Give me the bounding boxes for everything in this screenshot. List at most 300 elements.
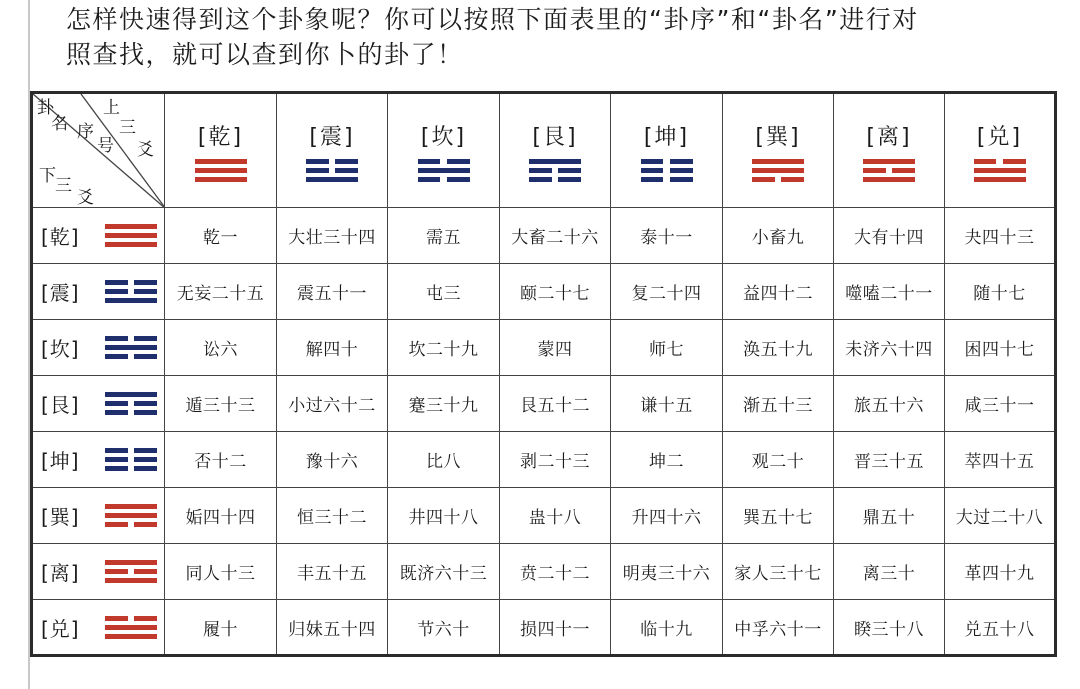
yang-line <box>105 504 157 509</box>
yin-line <box>529 177 581 182</box>
column-header <box>165 93 277 208</box>
row-header <box>32 544 165 600</box>
hexagram-name-number: 升四十六 <box>631 508 702 528</box>
hexagram-name-number: 夬四十三 <box>964 228 1035 248</box>
line-segment <box>195 177 247 182</box>
yin-line <box>105 354 157 359</box>
line-segment <box>752 177 775 182</box>
yang-line <box>105 224 157 229</box>
hexagram-cell <box>500 432 611 488</box>
intro-line-1: 怎样快速得到这个卦象呢？你可以按照下面表里的“卦序”和“卦名”进行对 <box>66 5 919 34</box>
corner-xia-san: 三 <box>55 176 72 196</box>
hexagram-name-number: 明夷三十六 <box>622 564 711 584</box>
line-segment <box>641 168 664 173</box>
table-row <box>32 320 1056 376</box>
hexagram-name-number: 旅五十六 <box>854 396 924 416</box>
line-segment <box>306 159 329 164</box>
yang-line <box>863 177 915 182</box>
column-trigram-name: [坤] <box>643 124 690 150</box>
line-segment <box>558 177 581 182</box>
hexagram-cell <box>165 488 277 544</box>
yin-line <box>529 168 581 173</box>
yang-line <box>105 392 157 397</box>
hexagram-cell <box>723 264 834 320</box>
corner-xia-yao: 爻 <box>77 188 94 208</box>
hexagram-cell <box>165 320 277 376</box>
yang-line <box>529 159 581 164</box>
row-trigram-name: [艮] <box>41 393 80 417</box>
corner-hao: 号 <box>97 136 114 156</box>
table-row <box>32 600 1056 656</box>
column-header <box>611 93 723 208</box>
hexagram-cell <box>277 432 388 488</box>
line-segment <box>105 280 128 285</box>
line-segment <box>134 280 157 285</box>
table-row <box>32 208 1056 264</box>
hexagram-cell <box>611 320 723 376</box>
yin-line <box>105 336 157 341</box>
hexagram-name-number: 震五十一 <box>297 284 367 304</box>
hexagram-cell <box>945 544 1056 600</box>
trigram-icon <box>863 159 915 182</box>
hexagram-cell <box>500 544 611 600</box>
hexagram-cell <box>611 208 723 264</box>
hexagram-cell <box>165 432 277 488</box>
hexagram-cell <box>388 208 500 264</box>
row-trigram-name: [巽] <box>41 505 80 529</box>
hexagram-cell <box>500 320 611 376</box>
yin-line <box>641 168 693 173</box>
hexagram-name-number: 剥二十三 <box>520 452 590 472</box>
table-row <box>32 376 1056 432</box>
yang-line <box>105 625 157 630</box>
hexagram-name-number: 离三十 <box>862 564 916 584</box>
hexagram-name-number: 鼎五十 <box>862 508 916 528</box>
row-header <box>32 488 165 544</box>
column-header <box>500 93 611 208</box>
yang-line <box>752 168 804 173</box>
line-segment <box>641 177 664 182</box>
hexagram-cell <box>945 432 1056 488</box>
line-segment <box>105 336 128 341</box>
line-segment <box>418 159 441 164</box>
hexagram-name-number: 谦十五 <box>640 396 693 416</box>
yin-line <box>105 410 157 415</box>
yin-line <box>105 569 157 574</box>
hexagram-name-number: 节六十 <box>417 619 470 640</box>
hexagram-name-number: 同人十三 <box>185 564 256 584</box>
intro-text <box>66 2 1056 72</box>
line-segment <box>105 504 157 509</box>
hexagram-cell <box>723 320 834 376</box>
line-segment <box>105 289 128 294</box>
trigram-icon <box>105 224 157 247</box>
line-segment <box>105 298 157 303</box>
column-trigram-name: [乾] <box>197 124 244 150</box>
line-segment <box>134 616 157 621</box>
line-segment <box>105 410 128 415</box>
line-segment <box>134 457 157 462</box>
hexagram-cell <box>834 488 945 544</box>
hexagram-name-number: 坤二 <box>649 452 684 472</box>
line-segment <box>529 168 552 173</box>
row-header <box>32 264 165 320</box>
hexagram-name-number: 家人三十七 <box>734 564 822 584</box>
hexagram-cell <box>500 376 611 432</box>
hexagram-cell <box>834 432 945 488</box>
line-segment <box>670 168 693 173</box>
hexagram-name-number: 涣五十九 <box>743 340 813 360</box>
hexagram-name-number: 未济六十四 <box>845 340 933 360</box>
row-trigram-name: [震] <box>41 281 80 305</box>
row-trigram-name: [兑] <box>41 616 80 641</box>
row-header <box>32 320 165 376</box>
hexagram-cell <box>945 264 1056 320</box>
hexagram-cell <box>388 432 500 488</box>
column-trigram-name: [艮] <box>532 124 578 150</box>
hexagram-name-number: 归妹五十四 <box>288 619 376 640</box>
yang-line <box>195 159 247 164</box>
row-trigram-name: [坤] <box>41 449 80 473</box>
hexagram-name-number: 遁三十三 <box>185 396 256 416</box>
hexagram-cell <box>500 488 611 544</box>
line-segment <box>418 168 470 173</box>
hexagram-cell <box>277 376 388 432</box>
yin-line <box>863 168 915 173</box>
hexagram-name-number: 观二十 <box>751 452 805 472</box>
header-row <box>32 93 1056 208</box>
hexagram-name-number: 蒙四 <box>537 340 573 360</box>
hexagram-name-number: 既济六十三 <box>399 564 488 584</box>
hexagram-cell <box>611 600 723 656</box>
hexagram-name-number: 大畜二十六 <box>511 228 599 248</box>
line-segment <box>105 242 157 247</box>
hexagram-name-number: 履十 <box>203 619 238 640</box>
line-segment <box>529 177 552 182</box>
line-segment <box>105 634 157 639</box>
hexagram-cell <box>834 320 945 376</box>
yang-line <box>752 159 804 164</box>
yang-line <box>105 578 157 583</box>
hexagram-cell <box>500 600 611 656</box>
yin-line <box>306 159 358 164</box>
line-segment <box>335 168 358 173</box>
hexagram-name-number: 需五 <box>426 228 461 248</box>
trigram-icon <box>105 560 157 583</box>
line-segment <box>134 336 157 341</box>
line-segment <box>974 168 1026 173</box>
corner-shang: 上 <box>103 98 120 118</box>
trigram-icon <box>105 392 157 415</box>
column-header <box>945 93 1056 208</box>
hexagram-name-number: 讼六 <box>203 340 238 360</box>
line-segment <box>974 177 1026 182</box>
yang-line <box>974 168 1026 173</box>
hexagram-name-number: 困四十七 <box>964 340 1035 360</box>
hexagram-name-number: 睽三十八 <box>854 619 924 640</box>
column-header <box>277 93 388 208</box>
hexagram-name-number: 小过六十二 <box>288 396 376 416</box>
yin-line <box>418 159 470 164</box>
line-segment <box>418 177 441 182</box>
row-trigram-name: [乾] <box>41 225 80 249</box>
line-segment <box>134 401 157 406</box>
row-trigram-name: [坎] <box>41 337 80 361</box>
yin-line <box>105 448 157 453</box>
trigram-icon <box>105 504 157 527</box>
table-row <box>32 432 1056 488</box>
hexagram-cell <box>945 600 1056 656</box>
hexagram-name-number: 革四十九 <box>964 564 1035 584</box>
trigram-icon <box>105 616 157 639</box>
hexagram-cell <box>165 208 277 264</box>
hexagram-cell <box>611 376 723 432</box>
column-trigram-name: [离] <box>866 124 912 150</box>
yin-line <box>418 177 470 182</box>
hexagram-cell <box>945 488 1056 544</box>
column-header <box>834 93 945 208</box>
hexagram-name-number: 蹇三十九 <box>408 396 479 416</box>
trigram-icon <box>641 159 693 182</box>
column-trigram-name: [坎] <box>420 124 467 150</box>
hexagram-cell <box>500 208 611 264</box>
hexagram-name-number: 艮五十二 <box>520 396 590 416</box>
corner-shang-san: 三 <box>119 118 136 138</box>
hexagram-name-number: 解四十 <box>305 340 359 360</box>
line-segment <box>105 401 128 406</box>
hexagram-name-number: 渐五十三 <box>743 396 813 416</box>
line-segment <box>529 159 581 164</box>
line-segment <box>863 168 886 173</box>
trigram-icon <box>105 336 157 359</box>
line-segment <box>641 159 664 164</box>
yang-line <box>105 634 157 639</box>
hexagram-name-number: 贲二十二 <box>520 564 590 584</box>
hexagram-cell <box>945 320 1056 376</box>
line-segment <box>447 177 470 182</box>
line-segment <box>134 448 157 453</box>
row-header <box>32 600 165 656</box>
yang-line <box>863 159 915 164</box>
hexagram-cell <box>834 208 945 264</box>
trigram-icon <box>529 159 581 182</box>
line-segment <box>134 522 157 527</box>
hexagram-cell <box>388 600 500 656</box>
hexagram-cell <box>388 488 500 544</box>
yin-line <box>105 466 157 471</box>
hexagram-name-number: 师七 <box>649 340 684 360</box>
hexagram-cell <box>723 488 834 544</box>
line-segment <box>1003 159 1026 164</box>
hexagram-name-number: 随十七 <box>973 284 1026 304</box>
yin-line <box>105 616 157 621</box>
line-segment <box>105 513 157 518</box>
hexagram-cell <box>277 264 388 320</box>
hexagram-cell <box>165 264 277 320</box>
yin-line <box>641 159 693 164</box>
hexagram-cell <box>834 376 945 432</box>
corner-ming: 名 <box>51 114 68 134</box>
corner-gua: 卦 <box>37 98 54 118</box>
hexagram-name-number: 屯三 <box>426 284 461 304</box>
hexagram-cell <box>834 600 945 656</box>
yang-line <box>105 345 157 350</box>
hexagram-cell <box>165 544 277 600</box>
yang-line <box>195 168 247 173</box>
hexagram-cell <box>277 320 388 376</box>
line-segment <box>105 233 157 238</box>
hexagram-name-number: 晋三十五 <box>854 452 924 472</box>
yang-line <box>105 560 157 565</box>
hexagram-name-number: 丰五十五 <box>297 564 367 584</box>
hexagram-cell <box>611 544 723 600</box>
hexagram-name-number: 萃四十五 <box>964 452 1035 472</box>
line-segment <box>892 168 915 173</box>
line-segment <box>335 159 358 164</box>
hexagram-name-number: 否十二 <box>194 452 247 472</box>
hexagram-name-number: 比八 <box>426 452 461 472</box>
line-segment <box>558 168 581 173</box>
hexagram-cell <box>723 544 834 600</box>
hexagram-name-number: 大壮三十四 <box>288 228 376 248</box>
trigram-icon <box>752 159 804 182</box>
line-segment <box>752 168 804 173</box>
hexagram-cell <box>165 376 277 432</box>
corner-shang-yao: 爻 <box>137 140 154 160</box>
hexagram-cell <box>388 544 500 600</box>
yin-line <box>752 177 804 182</box>
hexagram-cell <box>277 544 388 600</box>
line-segment <box>105 616 128 621</box>
row-trigram-name: [离] <box>41 561 80 585</box>
yin-line <box>105 289 157 294</box>
hexagram-name-number: 咸三十一 <box>964 396 1035 416</box>
line-segment <box>105 578 157 583</box>
hexagram-name-number: 豫十六 <box>305 452 359 472</box>
hexagram-name-number: 蛊十八 <box>528 508 582 528</box>
hexagram-cell <box>611 264 723 320</box>
line-segment <box>134 466 157 471</box>
line-segment <box>134 569 157 574</box>
yin-line <box>974 159 1026 164</box>
trigram-icon <box>974 159 1026 182</box>
row-header <box>32 376 165 432</box>
hexagram-cell <box>165 600 277 656</box>
yang-line <box>105 513 157 518</box>
table-row <box>32 544 1056 600</box>
line-segment <box>105 224 157 229</box>
line-segment <box>195 168 247 173</box>
trigram-icon <box>195 159 247 182</box>
column-trigram-name: [震] <box>309 124 355 150</box>
line-segment <box>974 159 997 164</box>
hexagram-cell <box>277 488 388 544</box>
line-segment <box>134 354 157 359</box>
line-segment <box>105 457 128 462</box>
trigram-icon <box>105 448 157 471</box>
trigram-icon <box>418 159 470 182</box>
hexagram-name-number: 恒三十二 <box>297 508 367 528</box>
column-header <box>723 93 834 208</box>
hexagram-cell <box>723 208 834 264</box>
table-row <box>32 488 1056 544</box>
hexagram-cell <box>388 376 500 432</box>
trigram-icon <box>306 159 358 182</box>
hexagram-name-number: 益四十二 <box>743 284 813 304</box>
yin-line <box>641 177 693 182</box>
hexagram-name-number: 噬嗑二十一 <box>845 284 933 304</box>
line-segment <box>670 159 693 164</box>
line-segment <box>863 177 915 182</box>
line-segment <box>306 177 358 182</box>
hexagram-cell <box>723 600 834 656</box>
hexagram-name-number: 姤四十四 <box>185 508 256 528</box>
yang-line <box>105 233 157 238</box>
line-segment <box>105 625 157 630</box>
hexagram-cell <box>388 320 500 376</box>
column-trigram-name: [巽] <box>755 124 801 150</box>
hexagram-cell <box>388 264 500 320</box>
line-segment <box>105 466 128 471</box>
hexagram-name-number: 颐二十七 <box>520 284 590 304</box>
yang-line <box>418 168 470 173</box>
hexagram-name-number: 乾一 <box>203 228 238 248</box>
line-segment <box>105 392 157 397</box>
corner-xia: 下 <box>39 166 56 186</box>
hexagram-name-number: 大过二十八 <box>955 508 1044 528</box>
line-segment <box>105 448 128 453</box>
yin-line <box>105 457 157 462</box>
line-segment <box>134 410 157 415</box>
line-segment <box>670 177 693 182</box>
hexagram-name-number: 临十九 <box>640 619 693 640</box>
yang-line <box>105 242 157 247</box>
yang-line <box>195 177 247 182</box>
hexagram-cell <box>500 264 611 320</box>
yang-line <box>974 177 1026 182</box>
yin-line <box>105 401 157 406</box>
line-segment <box>863 159 915 164</box>
line-segment <box>105 560 157 565</box>
yang-line <box>105 298 157 303</box>
yin-line <box>105 280 157 285</box>
line-segment <box>105 354 128 359</box>
hexagram-name-number: 巽五十七 <box>743 508 813 528</box>
yang-line <box>306 177 358 182</box>
hexagram-name-number: 复二十四 <box>631 284 702 304</box>
yin-line <box>105 522 157 527</box>
yin-line <box>306 168 358 173</box>
hexagram-cell <box>834 544 945 600</box>
line-segment <box>781 177 804 182</box>
corner-cell <box>32 93 165 208</box>
hexagram-cell <box>277 600 388 656</box>
hexagram-cell <box>723 432 834 488</box>
hexagram-cell <box>611 488 723 544</box>
line-segment <box>752 159 804 164</box>
hexagram-name-number: 坎二十九 <box>408 340 479 360</box>
line-segment <box>195 159 247 164</box>
intro-line-2: 照查找，就可以查到你卜的卦了！ <box>66 40 464 69</box>
line-segment <box>105 522 128 527</box>
trigram-icon <box>105 280 157 303</box>
hexagram-cell <box>945 376 1056 432</box>
hexagram-cell <box>945 208 1056 264</box>
line-segment <box>306 168 329 173</box>
corner-xu: 序 <box>77 122 94 142</box>
hexagram-table <box>30 91 1057 657</box>
hexagram-name-number: 无妄二十五 <box>176 284 265 304</box>
